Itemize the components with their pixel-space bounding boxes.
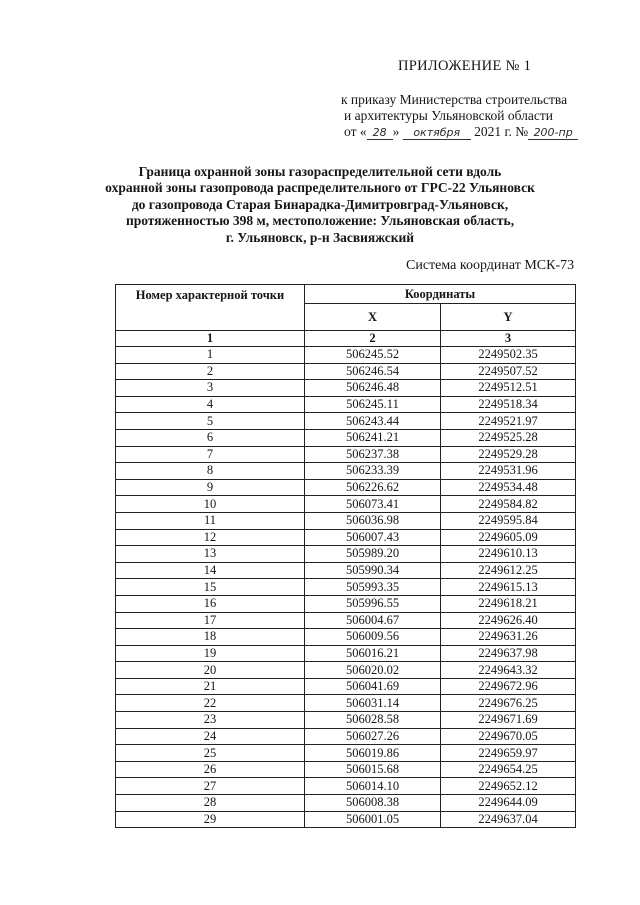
point-number-cell: 16 bbox=[116, 595, 305, 612]
y-coordinate-cell: 2249605.09 bbox=[441, 529, 576, 546]
column-number-1: 1 bbox=[116, 331, 305, 347]
x-coordinate-cell: 506243.44 bbox=[305, 413, 441, 430]
document-heading bbox=[90, 164, 550, 246]
y-coordinate-cell: 2249659.97 bbox=[441, 745, 576, 762]
point-number-cell: 25 bbox=[116, 745, 305, 762]
x-coordinate-cell: 506008.38 bbox=[305, 795, 441, 812]
x-coordinate-cell: 506036.98 bbox=[305, 512, 441, 529]
order-from-prefix: от « bbox=[344, 124, 367, 139]
x-coordinate-cell: 506028.58 bbox=[305, 712, 441, 729]
table-row bbox=[116, 496, 576, 513]
y-coordinate-cell: 2249671.69 bbox=[441, 712, 576, 729]
x-coordinate-cell: 506031.14 bbox=[305, 695, 441, 712]
table-row bbox=[116, 645, 576, 662]
point-number-cell: 20 bbox=[116, 662, 305, 679]
x-coordinate-cell: 506004.67 bbox=[305, 612, 441, 629]
point-number-cell: 1 bbox=[116, 347, 305, 364]
point-number-cell: 27 bbox=[116, 778, 305, 795]
table-row bbox=[116, 795, 576, 812]
point-number-cell: 5 bbox=[116, 413, 305, 430]
y-coordinate-cell: 2249644.09 bbox=[441, 795, 576, 812]
point-number-cell: 26 bbox=[116, 761, 305, 778]
y-coordinate-cell: 2249610.13 bbox=[441, 546, 576, 563]
table-row bbox=[116, 745, 576, 762]
header-x: X bbox=[305, 304, 441, 331]
table-row bbox=[116, 479, 576, 496]
order-month-handwritten: октября bbox=[403, 127, 471, 140]
y-coordinate-cell: 2249643.32 bbox=[441, 662, 576, 679]
y-coordinate-cell: 2249637.04 bbox=[441, 811, 576, 828]
y-coordinate-cell: 2249512.51 bbox=[441, 380, 576, 397]
table-row bbox=[116, 463, 576, 480]
table-row bbox=[116, 579, 576, 596]
x-coordinate-cell: 505993.35 bbox=[305, 579, 441, 596]
y-coordinate-cell: 2249670.05 bbox=[441, 728, 576, 745]
y-coordinate-cell: 2249534.48 bbox=[441, 479, 576, 496]
x-coordinate-cell: 506226.62 bbox=[305, 479, 441, 496]
point-number-cell: 15 bbox=[116, 579, 305, 596]
y-coordinate-cell: 2249584.82 bbox=[441, 496, 576, 513]
y-coordinate-cell: 2249612.25 bbox=[441, 562, 576, 579]
x-coordinate-cell: 506246.48 bbox=[305, 380, 441, 397]
point-number-cell: 2 bbox=[116, 363, 305, 380]
header-y: Y bbox=[441, 304, 576, 331]
table-row bbox=[116, 629, 576, 646]
table-row bbox=[116, 712, 576, 729]
x-coordinate-cell: 505990.34 bbox=[305, 562, 441, 579]
y-coordinate-cell: 2249618.21 bbox=[441, 595, 576, 612]
point-number-cell: 22 bbox=[116, 695, 305, 712]
heading-line: г. Ульяновск, р-н Засвияжский bbox=[225, 229, 415, 245]
x-coordinate-cell: 506041.69 bbox=[305, 678, 441, 695]
appendix-title: ПРИЛОЖЕНИЕ № 1 bbox=[398, 58, 532, 74]
order-year-text: 2021 г. № bbox=[474, 124, 529, 139]
point-number-cell: 4 bbox=[116, 396, 305, 413]
heading-line: охранной зоны газопровода распределительного от ГРС-22 Ульяновск bbox=[105, 180, 535, 196]
header-point-number: Номер характерной точки bbox=[116, 285, 305, 331]
y-coordinate-cell: 2249531.96 bbox=[441, 463, 576, 480]
y-coordinate-cell: 2249595.84 bbox=[441, 512, 576, 529]
table-row bbox=[116, 695, 576, 712]
x-coordinate-cell: 506014.10 bbox=[305, 778, 441, 795]
order-day-handwritten: 28 bbox=[367, 127, 393, 140]
y-coordinate-cell: 2249672.96 bbox=[441, 678, 576, 695]
y-coordinate-cell: 2249518.34 bbox=[441, 396, 576, 413]
table-row bbox=[116, 413, 576, 430]
y-coordinate-cell: 2249529.28 bbox=[441, 446, 576, 463]
y-coordinate-cell: 2249631.26 bbox=[441, 629, 576, 646]
table-row bbox=[116, 512, 576, 529]
table-row bbox=[116, 778, 576, 795]
x-coordinate-cell: 506020.02 bbox=[305, 662, 441, 679]
x-coordinate-cell: 506009.56 bbox=[305, 629, 441, 646]
point-number-cell: 3 bbox=[116, 380, 305, 397]
x-coordinate-cell: 506007.43 bbox=[305, 529, 441, 546]
x-coordinate-cell: 506245.52 bbox=[305, 347, 441, 364]
point-number-cell: 14 bbox=[116, 562, 305, 579]
table-row bbox=[116, 562, 576, 579]
y-coordinate-cell: 2249637.98 bbox=[441, 645, 576, 662]
table-row bbox=[116, 728, 576, 745]
point-number-cell: 23 bbox=[116, 712, 305, 729]
x-coordinate-cell: 506015.68 bbox=[305, 761, 441, 778]
order-number-handwritten: 200-пр bbox=[528, 127, 578, 140]
table-row bbox=[116, 429, 576, 446]
x-coordinate-cell: 505989.20 bbox=[305, 546, 441, 563]
x-coordinate-cell: 506241.21 bbox=[305, 429, 441, 446]
x-coordinate-cell: 506237.38 bbox=[305, 446, 441, 463]
table-row bbox=[116, 546, 576, 563]
table-row bbox=[116, 612, 576, 629]
y-coordinate-cell: 2249676.25 bbox=[441, 695, 576, 712]
point-number-cell: 19 bbox=[116, 645, 305, 662]
order-date-number bbox=[344, 124, 578, 140]
x-coordinate-cell: 506019.86 bbox=[305, 745, 441, 762]
point-number-cell: 13 bbox=[116, 546, 305, 563]
x-coordinate-cell: 505996.55 bbox=[305, 595, 441, 612]
point-number-cell: 17 bbox=[116, 612, 305, 629]
x-coordinate-cell: 506233.39 bbox=[305, 463, 441, 480]
y-coordinate-cell: 2249507.52 bbox=[441, 363, 576, 380]
coordinate-system-label: Система координат МСК-73 bbox=[406, 258, 575, 273]
table-row bbox=[116, 347, 576, 364]
y-coordinate-cell: 2249521.97 bbox=[441, 413, 576, 430]
table-row bbox=[116, 811, 576, 828]
y-coordinate-cell: 2249525.28 bbox=[441, 429, 576, 446]
x-coordinate-cell: 506027.26 bbox=[305, 728, 441, 745]
table-row bbox=[116, 363, 576, 380]
y-coordinate-cell: 2249502.35 bbox=[441, 347, 576, 364]
order-close-quote: » bbox=[392, 124, 400, 139]
point-number-cell: 29 bbox=[116, 811, 305, 828]
column-number-2: 2 bbox=[305, 331, 441, 347]
x-coordinate-cell: 506245.11 bbox=[305, 396, 441, 413]
x-coordinate-cell: 506001.05 bbox=[305, 811, 441, 828]
heading-line: протяженностью 398 м, местоположение: Ульяновская область, bbox=[125, 213, 515, 229]
heading-line: Граница охранной зоны газораспределительной сети вдоль bbox=[138, 164, 502, 179]
point-number-cell: 21 bbox=[116, 678, 305, 695]
table-row bbox=[116, 595, 576, 612]
point-number-cell: 11 bbox=[116, 512, 305, 529]
table-row bbox=[116, 529, 576, 546]
coordinates-table-body bbox=[116, 347, 576, 828]
point-number-cell: 24 bbox=[116, 728, 305, 745]
point-number-cell: 7 bbox=[116, 446, 305, 463]
order-line-region: и архитектуры Ульяновской области bbox=[344, 108, 554, 123]
x-coordinate-cell: 506016.21 bbox=[305, 645, 441, 662]
y-coordinate-cell: 2249615.13 bbox=[441, 579, 576, 596]
point-number-cell: 18 bbox=[116, 629, 305, 646]
table-row bbox=[116, 446, 576, 463]
table-row bbox=[116, 761, 576, 778]
coordinates-table bbox=[115, 284, 576, 828]
table-row bbox=[116, 380, 576, 397]
x-coordinate-cell: 506246.54 bbox=[305, 363, 441, 380]
point-number-cell: 28 bbox=[116, 795, 305, 812]
y-coordinate-cell: 2249654.25 bbox=[441, 761, 576, 778]
x-coordinate-cell: 506073.41 bbox=[305, 496, 441, 513]
point-number-cell: 6 bbox=[116, 429, 305, 446]
y-coordinate-cell: 2249652.12 bbox=[441, 778, 576, 795]
point-number-cell: 12 bbox=[116, 529, 305, 546]
column-number-3: 3 bbox=[441, 331, 576, 347]
order-line-ministry: к приказу Министерства строительства bbox=[341, 92, 568, 107]
table-row bbox=[116, 662, 576, 679]
point-number-cell: 8 bbox=[116, 463, 305, 480]
table-row bbox=[116, 678, 576, 695]
point-number-cell: 9 bbox=[116, 479, 305, 496]
heading-line: до газопровода Старая Бинарадка-Димитровград-Ульяновск, bbox=[131, 196, 509, 212]
table-row bbox=[116, 396, 576, 413]
point-number-cell: 10 bbox=[116, 496, 305, 513]
y-coordinate-cell: 2249626.40 bbox=[441, 612, 576, 629]
header-coordinates: Координаты bbox=[305, 285, 576, 304]
